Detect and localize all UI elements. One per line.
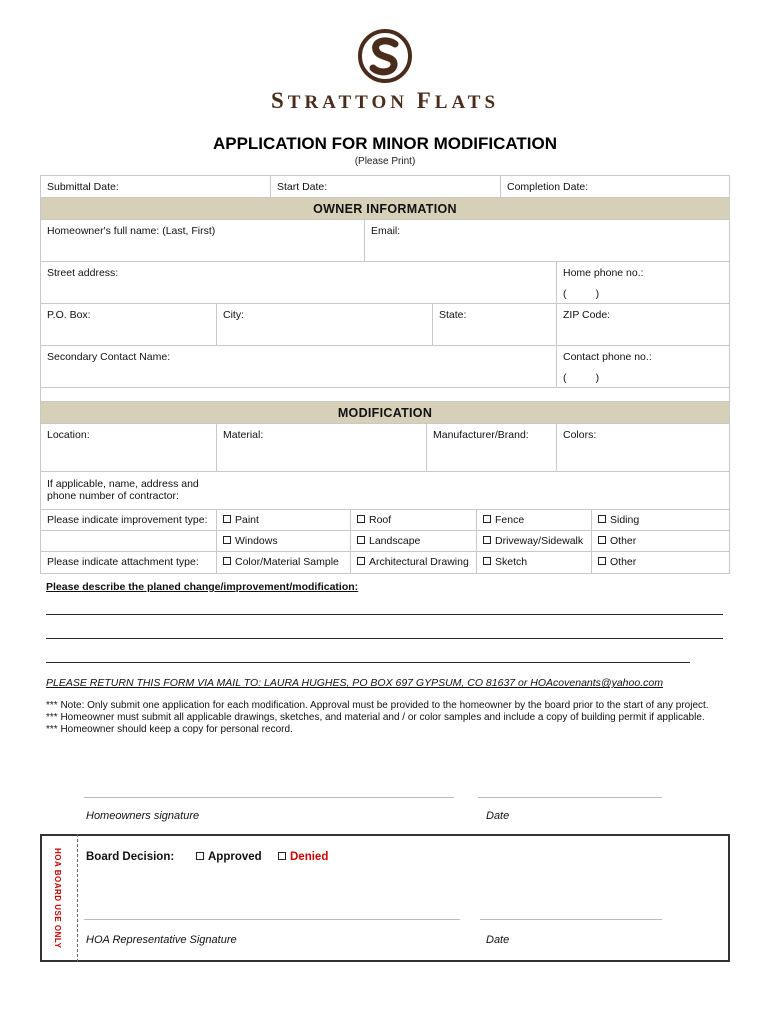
homeowner-signature-label: Homeowners signature: [86, 810, 200, 822]
start-date-field[interactable]: [271, 176, 501, 197]
modification-row-1: [41, 424, 729, 472]
checkbox-icon: [357, 515, 365, 523]
hoa-signature-label: HOA Representative Signature: [86, 934, 237, 946]
attachment-type-label: Please indicate attachment type:: [41, 552, 217, 573]
improvement-row-2: [41, 531, 729, 552]
material-field[interactable]: [217, 424, 427, 471]
checkbox-label: Roof: [369, 514, 392, 526]
owner-row-4: [41, 346, 729, 388]
contractor-row: [41, 472, 729, 510]
secondary-contact-label: Secondary Contact Name:: [47, 351, 171, 363]
checkbox-icon: [483, 515, 491, 523]
checkbox-label: Driveway/Sidewalk: [495, 535, 584, 547]
contact-phone-field[interactable]: [557, 346, 729, 387]
colors-label: Colors:: [563, 429, 597, 441]
email-field[interactable]: [365, 220, 729, 261]
submittal-date-label: Submittal Date:: [47, 181, 119, 193]
description-line-2[interactable]: [46, 638, 723, 639]
city-label: City:: [223, 309, 244, 321]
location-label: Location:: [47, 429, 90, 441]
checkbox-other-attachment[interactable]: [592, 552, 729, 573]
material-label: Material:: [223, 429, 264, 441]
stratton-logo-icon: [357, 28, 413, 84]
state-label: State:: [439, 309, 467, 321]
checkbox-sketch[interactable]: [477, 552, 592, 573]
checkbox-icon: [223, 557, 231, 565]
checkbox-fence[interactable]: [477, 510, 592, 530]
contact-phone-label: Contact phone no.:: [563, 351, 652, 363]
checkbox-paint[interactable]: [217, 510, 351, 530]
checkbox-icon: [196, 852, 204, 860]
owner-info-heading: OWNER INFORMATION: [41, 198, 729, 220]
checkbox-icon: [357, 536, 365, 544]
manufacturer-label: Manufacturer/Brand:: [433, 429, 529, 441]
description-line-3[interactable]: [46, 662, 690, 663]
contractor-field[interactable]: [41, 472, 729, 509]
checkbox-approved[interactable]: [196, 851, 262, 863]
start-date-label: Start Date:: [277, 181, 328, 193]
modification-heading: MODIFICATION: [41, 402, 729, 424]
checkbox-roof[interactable]: [351, 510, 477, 530]
contractor-label-2: phone number of contractor:: [47, 490, 179, 502]
checkbox-icon: [223, 515, 231, 523]
improvement-type-label: Please indicate improvement type:: [41, 510, 217, 530]
po-box-label: P.O. Box:: [47, 309, 91, 321]
section-gap: [41, 388, 729, 402]
street-address-field[interactable]: [41, 262, 557, 303]
checkbox-siding[interactable]: [592, 510, 729, 530]
checkbox-label: Other: [610, 556, 637, 568]
checkbox-icon: [278, 852, 286, 860]
checkbox-icon: [598, 557, 606, 565]
dates-row: [41, 176, 729, 198]
city-field[interactable]: [217, 304, 433, 345]
colors-field[interactable]: [557, 424, 729, 471]
home-phone-label: Home phone no.:: [563, 267, 644, 279]
checkbox-label: Other: [610, 535, 637, 547]
application-form: [40, 175, 730, 574]
home-phone-field[interactable]: [557, 262, 729, 303]
homeowner-date-line[interactable]: [478, 797, 662, 798]
homeowner-signature-line[interactable]: [84, 797, 454, 798]
checkbox-label: Sketch: [495, 556, 528, 568]
checkbox-architectural-drawing[interactable]: [351, 552, 477, 573]
hoa-board-use-only: HOA BOARD USE ONLY: [53, 848, 62, 949]
contact-phone-parens: ( ): [563, 372, 600, 384]
secondary-contact-field[interactable]: [41, 346, 557, 387]
homeowner-date-label: Date: [486, 810, 510, 822]
checkbox-label: Siding: [610, 514, 640, 526]
checkbox-landscape[interactable]: [351, 531, 477, 551]
approved-label: Approved: [208, 851, 262, 863]
owner-row-3: [41, 304, 729, 346]
checkbox-icon: [598, 515, 606, 523]
empty-cell: [41, 531, 217, 551]
zip-field[interactable]: [557, 304, 729, 345]
owner-row-2: [41, 262, 729, 304]
brand-name: STRATTON FLATS: [270, 88, 500, 113]
full-name-field[interactable]: [41, 220, 365, 261]
home-phone-parens: ( ): [563, 288, 600, 300]
note-line-3: *** Homeowner should keep a copy for personal record.: [46, 724, 293, 735]
contractor-label-1: If applicable, name, address and: [47, 478, 199, 490]
owner-row-1: [41, 220, 729, 262]
page-title: APPLICATION FOR MINOR MODIFICATION: [212, 134, 558, 153]
location-field[interactable]: [41, 424, 217, 471]
street-address-label: Street address:: [47, 267, 119, 279]
description-label: Please describe the planed change/improvement/modification:: [46, 581, 359, 593]
checkbox-label: Fence: [495, 514, 525, 526]
state-field[interactable]: [433, 304, 557, 345]
manufacturer-field[interactable]: [427, 424, 557, 471]
checkbox-driveway[interactable]: [477, 531, 592, 551]
checkbox-icon: [357, 557, 365, 565]
completion-date-label: Completion Date:: [507, 181, 589, 193]
checkbox-denied[interactable]: [278, 851, 328, 863]
po-box-field[interactable]: [41, 304, 217, 345]
zip-label: ZIP Code:: [563, 309, 611, 321]
checkbox-label: Windows: [235, 535, 278, 547]
improvement-row-1: [41, 510, 729, 531]
hoa-signature-line[interactable]: [84, 919, 460, 920]
email-label: Email:: [371, 225, 401, 237]
attachment-row: [41, 552, 729, 573]
full-name-label: Homeowner's full name: (Last, First): [47, 225, 216, 237]
page-subtitle: (Please Print): [354, 156, 416, 167]
checkbox-color-sample[interactable]: [217, 552, 351, 573]
submittal-date-field[interactable]: [41, 176, 271, 197]
checkbox-icon: [223, 536, 231, 544]
checkbox-icon: [483, 536, 491, 544]
logo: [0, 28, 770, 114]
denied-label: Denied: [290, 851, 329, 863]
checkbox-windows[interactable]: [217, 531, 351, 551]
checkbox-label: Color/Material Sample: [235, 556, 339, 568]
checkbox-icon: [483, 557, 491, 565]
checkbox-other-improvement[interactable]: [592, 531, 729, 551]
checkbox-label: Architectural Drawing: [369, 556, 469, 568]
description-line-1[interactable]: [46, 614, 723, 615]
mail-instructions: PLEASE RETURN THIS FORM VIA MAIL TO: LAURA HUGHES, PO BOX 697 GYPSUM, CO 81637 or HOAcovenants@yahoo.com: [46, 677, 663, 689]
hoa-date-label: Date: [486, 934, 510, 946]
checkbox-label: Landscape: [369, 535, 421, 547]
note-line-1: *** Note: Only submit one application for each modification. Approval must be provided to the homeowner by the board prior to the start of any project.: [46, 700, 709, 711]
checkbox-icon: [598, 536, 606, 544]
note-line-2: *** Homeowner must submit all applicable drawings, sketches, and material and / or color samples and include a copy of building permit if applicable.: [46, 712, 705, 723]
board-decision-label: Board Decision:: [86, 851, 175, 863]
checkbox-label: Paint: [235, 514, 259, 526]
completion-date-field[interactable]: [501, 176, 729, 197]
hoa-date-line[interactable]: [480, 919, 662, 920]
